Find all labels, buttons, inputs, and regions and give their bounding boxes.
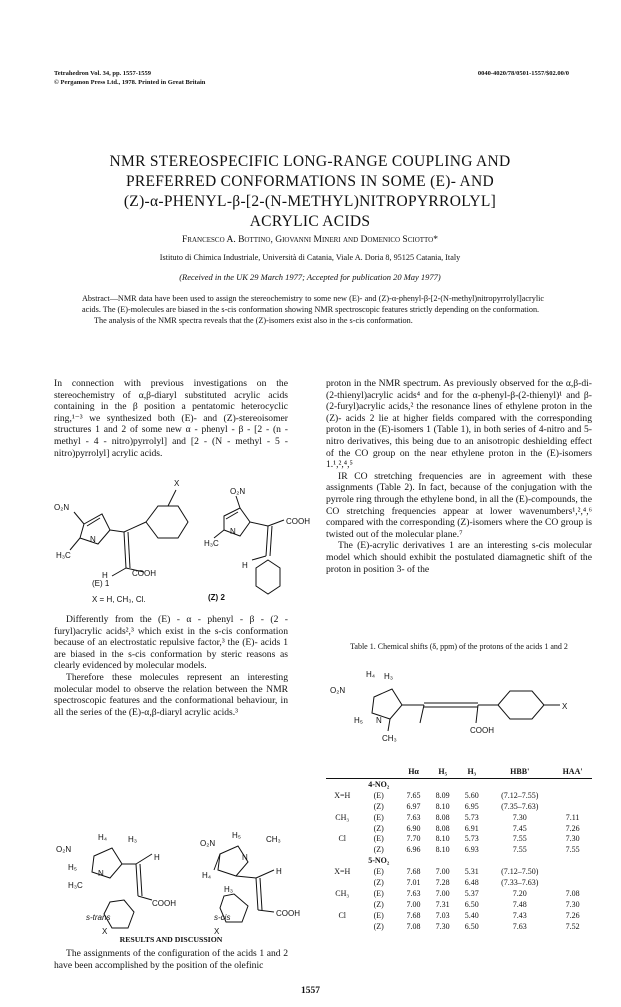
table-cell: X=H bbox=[334, 790, 351, 800]
atom-label: COOH bbox=[152, 899, 176, 908]
table-cell: (Z) bbox=[373, 921, 384, 931]
table-cell: 7.45 bbox=[512, 823, 527, 833]
table-cell: 7.30 bbox=[435, 921, 450, 931]
atom-label: H₃C bbox=[56, 551, 71, 560]
title-line: ACRYLIC ACIDS bbox=[249, 213, 371, 230]
table-cell: 7.03 bbox=[435, 910, 450, 920]
atom-label: X bbox=[102, 927, 108, 936]
abstract-paragraph: The analysis of the NMR spectra reveals that the (Z)-isomers exist also in the s-cis conformation. bbox=[94, 316, 413, 325]
left-column-body bbox=[54, 614, 288, 718]
chemical-shifts-table bbox=[326, 765, 592, 931]
atom-label: N bbox=[98, 869, 104, 878]
table-cell: 6.91 bbox=[464, 823, 479, 833]
table-cell: 7.52 bbox=[565, 921, 580, 931]
right-column-body bbox=[326, 378, 592, 575]
atom-label: N bbox=[90, 535, 96, 544]
atom-label: COOH bbox=[132, 569, 156, 578]
table-header-cell: Hα bbox=[399, 765, 428, 779]
table-row bbox=[326, 877, 592, 888]
table-cell: 7.68 bbox=[406, 910, 421, 920]
table-header-cell: H₃ bbox=[457, 765, 486, 779]
table-cell: 6.96 bbox=[406, 845, 421, 855]
title-line: NMR STEREOSPECIFIC LONG-RANGE COUPLING AND bbox=[109, 153, 511, 170]
table-header-cell: H₅ bbox=[428, 765, 457, 779]
table-cell: 8.10 bbox=[435, 845, 450, 855]
title-line: PREFERRED CONFORMATIONS IN SOME (E)- AND bbox=[125, 173, 495, 190]
table-cell bbox=[486, 779, 553, 790]
article-code: 0040-4020/78/0501-1557/$02.00/0 bbox=[477, 70, 569, 77]
table-cell: 7.63 bbox=[406, 888, 421, 898]
table-cell: (E) bbox=[373, 910, 384, 920]
atom-label: H₅ bbox=[232, 831, 241, 840]
atom-label: COOH bbox=[286, 517, 310, 526]
table-cell: 7.70 bbox=[406, 834, 421, 844]
atom-label: O₂N bbox=[200, 839, 216, 848]
atom-label: H bbox=[154, 853, 160, 862]
table-cell: 6.93 bbox=[464, 845, 479, 855]
table-cell bbox=[553, 877, 592, 888]
authors: Francesco A. Bottino, Giovanni Mineri and Domenico Sciotto* bbox=[182, 235, 438, 245]
atom-label: N bbox=[230, 527, 236, 536]
table-caption: Table 1. Chemical shifts (δ, ppm) of the protons of the acids 1 and 2 bbox=[350, 642, 568, 651]
table-cell bbox=[326, 855, 358, 866]
table-cell bbox=[399, 855, 428, 866]
atom-label: X bbox=[174, 479, 180, 488]
table-row bbox=[326, 910, 592, 921]
table-cell: 6.50 bbox=[464, 899, 479, 909]
atom-label: COOH bbox=[470, 726, 494, 735]
table-cell: CH₃ bbox=[335, 812, 350, 822]
table-cell: 7.01 bbox=[406, 877, 421, 887]
table-row bbox=[326, 823, 592, 834]
table-cell: 8.08 bbox=[435, 823, 450, 833]
table-cell: 5.37 bbox=[464, 888, 479, 898]
table-cell: (E) bbox=[373, 812, 384, 822]
table-cell bbox=[326, 899, 358, 910]
table-cell: (7.35–7.63) bbox=[501, 801, 539, 811]
table-cell: 7.68 bbox=[406, 867, 421, 877]
table-cell: 7.63 bbox=[406, 812, 421, 822]
table-cell: 7.55 bbox=[512, 834, 527, 844]
s-trans-label: s-trans bbox=[86, 913, 111, 922]
table-row bbox=[326, 790, 592, 801]
table-cell: 8.10 bbox=[435, 834, 450, 844]
left-column-results bbox=[54, 948, 288, 971]
table-cell bbox=[553, 790, 592, 801]
table-cell: 7.28 bbox=[435, 877, 450, 887]
atom-label: H bbox=[102, 571, 108, 580]
table-cell bbox=[486, 855, 553, 866]
paragraph: In connection with previous investigations on the stereochemistry of α,β-diaryl substituted acrylic acids containing in the β position a pentatomic heterocyclic ring,¹⁻³ we synthesized both (E)- and (Z)-stereoisomer structures 1 and 2 of some new α - phenyl - β - [2 - (n - methyl - 4 - nitro)pyrrolyl] and [2 - (N - methyl - 5 - nitro)pyrrolyl] acrylic acids. bbox=[54, 378, 288, 459]
table-cell: 6.95 bbox=[464, 801, 479, 811]
table-cell: (Z) bbox=[373, 823, 384, 833]
atom-label: O₂N bbox=[330, 686, 346, 695]
atom-label: H₃ bbox=[384, 672, 394, 681]
table-cell: 7.43 bbox=[512, 910, 527, 920]
paragraph: proton in the NMR spectrum. As previously observed for the α,β-di-(2-thienyl)acrylic acids⁴ and for the α-phenyl-β-(2-thienyl)¹ and β-(2-furyl)acrylic acids,² the resonance lines of ethylene proton in the (Z)- acids 2 lie at higher fields compared with the corresponding proton in the (E)-isomers 1 (Table 1), in both series of 4-nitro and 5-nitro derivatives, this being due to an anisotropic deshielding effect of the CO group on the near ethylene proton in the (E)-isomers 1.¹,²,⁴,⁵ bbox=[326, 378, 592, 471]
table-cell: (Z) bbox=[373, 877, 384, 887]
atom-label: O₂N bbox=[230, 487, 246, 496]
table-row bbox=[326, 899, 592, 910]
table-header-cell bbox=[326, 765, 358, 779]
atom-label: H₃C bbox=[204, 539, 219, 548]
table-cell bbox=[326, 844, 358, 855]
table-cell bbox=[399, 779, 428, 790]
table-row bbox=[326, 844, 592, 855]
table-header-cell: HAA' bbox=[553, 765, 592, 779]
table-cell: CH₃ bbox=[335, 888, 350, 898]
atom-label: CH₃ bbox=[382, 734, 397, 743]
paragraph: The assignments of the configuration of the acids 1 and 2 have been accomplished by the position of the olefinic bbox=[54, 948, 288, 971]
table-cell: 5.40 bbox=[464, 910, 479, 920]
table-section-row bbox=[326, 779, 592, 790]
atom-label: H bbox=[276, 867, 282, 876]
table-section-row bbox=[326, 855, 592, 866]
table-cell bbox=[326, 779, 358, 790]
table-cell: (7.12–7.55) bbox=[501, 790, 539, 800]
table-cell: 7.63 bbox=[512, 921, 527, 931]
table-cell: 7.48 bbox=[512, 899, 527, 909]
table-cell: 5.60 bbox=[464, 790, 479, 800]
compound-label-z2: (Z) 2 bbox=[208, 593, 225, 602]
table-cell: X=H bbox=[334, 867, 351, 877]
table-cell bbox=[553, 855, 592, 866]
compound-label-e1: (E) 1 bbox=[92, 579, 110, 588]
table-cell: (Z) bbox=[373, 899, 384, 909]
table-header-cell: HBB' bbox=[486, 765, 553, 779]
table-header-cell bbox=[358, 765, 399, 779]
table-cell: 7.08 bbox=[406, 921, 421, 931]
table-cell: 8.08 bbox=[435, 812, 450, 822]
journal-line: Tetrahedron Vol. 34, pp. 1557-1559 bbox=[54, 70, 151, 77]
paragraph: IR CO stretching frequencies are in agreement with these assignments (Table 2). In fact, because of the conjugation with the pyrrole ring through the ethylene bond, in all the (E)-compounds, the CO stretching frequencies appear at lower wavenumbers¹,²,⁴,⁶ compared with the corresponding (Z)-isomers where the CO group is twisted out of the molecular plane.⁷ bbox=[326, 470, 592, 540]
table-cell: 7.30 bbox=[565, 834, 580, 844]
title-line: (Z)-α-PHENYL-β-[2-(N-METHYL)NITROPYRROLYL] bbox=[123, 193, 497, 210]
table-cell: 7.26 bbox=[565, 910, 580, 920]
paragraph: The (E)-acrylic derivatives 1 are an interesting s-cis molecular model which should exhibit the postulated diamagnetic shift of the proton in position 3- of the bbox=[326, 540, 592, 575]
table-cell: Cl bbox=[338, 834, 347, 844]
section-heading: RESULTS AND DISCUSSION bbox=[119, 935, 223, 944]
table-cell bbox=[326, 877, 358, 888]
atom-label: H₄ bbox=[366, 670, 376, 679]
table-cell: 5.73 bbox=[464, 812, 479, 822]
table-cell: 8.09 bbox=[435, 790, 450, 800]
table-cell: 7.08 bbox=[565, 888, 580, 898]
table-cell: 7.11 bbox=[565, 812, 580, 822]
table-cell: 7.26 bbox=[565, 823, 580, 833]
table-row bbox=[326, 833, 592, 844]
table-row bbox=[326, 801, 592, 812]
table-cell: (Z) bbox=[373, 845, 384, 855]
table-cell bbox=[553, 779, 592, 790]
table-row bbox=[326, 921, 592, 932]
page-number: 1557 bbox=[301, 986, 320, 996]
structures-1-2-figure bbox=[54, 472, 310, 588]
paragraph: Therefore these molecules represent an interesting molecular model to observe the relation between the NMR spectroscopic features and the conformational behaviour, in all the series of the (E)-α,β-diaryl acrylic acids.³ bbox=[54, 671, 288, 718]
received-dates: (Received in the UK 29 March 1977; Accepted for publication 20 May 1977) bbox=[179, 272, 441, 282]
atom-label: X bbox=[214, 927, 220, 936]
table-cell: 6.48 bbox=[464, 877, 479, 887]
section-label: 4-NO₂ bbox=[368, 779, 390, 789]
table-row bbox=[326, 866, 592, 877]
table-cell: 7.55 bbox=[565, 845, 580, 855]
atom-label: H₃ bbox=[128, 835, 138, 844]
table-structure-figure bbox=[326, 665, 592, 757]
atom-label: O₂N bbox=[56, 845, 72, 854]
atom-label: H bbox=[242, 561, 248, 570]
table-cell: 7.00 bbox=[406, 899, 421, 909]
table-cell: (E) bbox=[373, 790, 384, 800]
atom-label: H₃C bbox=[68, 881, 83, 890]
table-cell: (E) bbox=[373, 834, 384, 844]
table-cell: (E) bbox=[373, 867, 384, 877]
x-values-label: X = H, CH₃, Cl. bbox=[92, 595, 146, 604]
table-cell bbox=[326, 823, 358, 834]
abstract bbox=[82, 293, 544, 326]
table-cell: 7.55 bbox=[512, 845, 527, 855]
atom-label: CH₃ bbox=[266, 835, 281, 844]
table-cell bbox=[553, 866, 592, 877]
table-cell: 7.30 bbox=[565, 899, 580, 909]
table-cell: (E) bbox=[373, 888, 384, 898]
table-cell bbox=[428, 855, 457, 866]
paragraph: Differently from the (E) - α - phenyl - β - (2 - furyl)acrylic acids²,³ which exist in the s-cis conformation because of an electrostatic repulsive factor,³ the (E)- acids 1 are biased in the s-cis conformation by steric reasons as clearly evidenced by molecular models. bbox=[54, 614, 288, 672]
s-cis-label: s-cis bbox=[214, 913, 231, 922]
paper-title bbox=[80, 152, 540, 232]
table-cell: 7.31 bbox=[435, 899, 450, 909]
table-cell: (7.12–7.50) bbox=[501, 867, 539, 877]
table-cell bbox=[326, 801, 358, 812]
table-cell: 6.97 bbox=[406, 801, 421, 811]
section-label: 5-NO₂ bbox=[368, 856, 390, 866]
publisher-line: © Pergamon Press Ltd., 1978. Printed in Great Britain bbox=[54, 79, 206, 86]
table-cell: 8.10 bbox=[435, 801, 450, 811]
table-cell bbox=[457, 779, 486, 790]
table-cell: (7.33–7.63) bbox=[501, 877, 539, 887]
table-cell: (Z) bbox=[373, 801, 384, 811]
atom-label: N bbox=[242, 853, 248, 862]
table-cell: 7.65 bbox=[406, 790, 421, 800]
atom-label: H₄ bbox=[98, 833, 108, 842]
left-column-intro bbox=[54, 378, 288, 459]
table-cell: 7.20 bbox=[512, 888, 527, 898]
atom-label: X bbox=[562, 702, 568, 711]
table-cell bbox=[457, 855, 486, 866]
table-cell bbox=[428, 779, 457, 790]
table-cell: 7.00 bbox=[435, 888, 450, 898]
table-row bbox=[326, 888, 592, 899]
atom-label: N bbox=[376, 716, 382, 725]
table-cell: 5.73 bbox=[464, 834, 479, 844]
table-cell bbox=[326, 921, 358, 932]
atom-label: COOH bbox=[276, 909, 300, 918]
atom-label: O₂N bbox=[54, 503, 70, 512]
table-cell: 7.30 bbox=[512, 812, 527, 822]
affiliation: Istituto di Chimica Industriale, Università di Catania, Viale A. Doria 8, 95125 Catania, Italy bbox=[159, 253, 461, 262]
table-cell: 5.31 bbox=[464, 867, 479, 877]
table-cell: 6.90 bbox=[406, 823, 421, 833]
atom-label: H₅ bbox=[354, 716, 363, 725]
atom-label: H₃ bbox=[224, 885, 234, 894]
abstract-paragraph: Abstract—NMR data have been used to assign the stereochemistry to some new (E)- and (Z)-α-phenyl-β-[2-(N-methyl)nitropyrrolyl]acrylic acids. The (E)-molecules are biased in the s-cis conformation showing NMR spectroscopic features strictly depending on the conformation. bbox=[82, 294, 544, 314]
table-cell: 6.50 bbox=[464, 921, 479, 931]
table-header-row bbox=[326, 765, 592, 779]
atom-label: H₄ bbox=[202, 871, 212, 880]
table-cell: Cl bbox=[338, 910, 347, 920]
table-cell: 7.00 bbox=[435, 867, 450, 877]
atom-label: H₅ bbox=[68, 863, 77, 872]
table-row bbox=[326, 812, 592, 823]
table-cell bbox=[553, 801, 592, 812]
